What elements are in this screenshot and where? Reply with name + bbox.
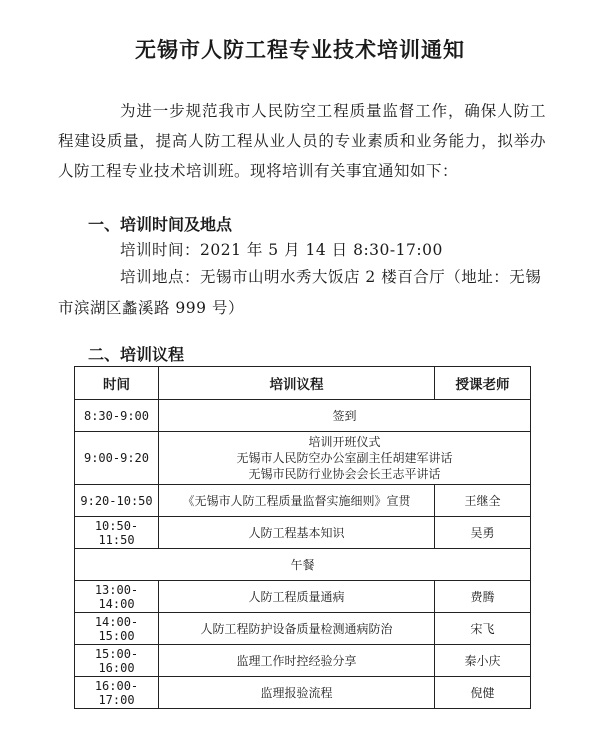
- topic-line: 培训开班仪式: [308, 435, 381, 449]
- topic-cell: [159, 485, 435, 517]
- topic-cell: [159, 432, 531, 485]
- time-cell: 9:20-10:50: [75, 485, 159, 517]
- section-heading-time-place: 一、培训时间及地点: [88, 215, 233, 234]
- topic-cell: [159, 613, 435, 645]
- time-cell: 10:50-11:50: [75, 517, 159, 549]
- training-time: 培训时间：2021 年 5 月 14 日 8:30-17:00: [120, 241, 443, 259]
- time-cell: 14:00-15:00: [75, 613, 159, 645]
- header-time: 时间: [75, 367, 159, 400]
- topic-line: 《无锡市人防工程质量监督实施细则》宣贯: [182, 494, 411, 508]
- teacher-cell: 倪健: [435, 677, 531, 709]
- table-row: [75, 549, 531, 581]
- topic-cell: [159, 581, 435, 613]
- time-cell: 16:00-17:00: [75, 677, 159, 709]
- topic-line: 无锡市民防行业协会会长王志平讲话: [248, 467, 441, 481]
- topic-cell: [159, 400, 531, 432]
- section-heading-agenda: 二、培训议程: [88, 345, 185, 364]
- topic-line: 午餐: [290, 558, 315, 572]
- header-teacher: 授课老师: [435, 367, 531, 400]
- table-row: [75, 432, 531, 485]
- time-cell: 15:00-16:00: [75, 645, 159, 677]
- time-cell: 13:00-14:00: [75, 581, 159, 613]
- table-row: [75, 400, 531, 432]
- teacher-cell: 吴勇: [435, 517, 531, 549]
- teacher-cell: 秦小庆: [435, 645, 531, 677]
- topic-line: 监理报验流程: [260, 686, 333, 700]
- agenda-header-row: [75, 367, 531, 400]
- topic-line: 签到: [332, 409, 357, 423]
- topic-line: 监理工作时控经验分享: [236, 654, 357, 668]
- intro-paragraph: 为进一步规范我市人民防空工程质量监督工作，确保人防工程建设质量，提高人防工程从业人员的专业素质和业务能力，拟举办人防工程专业技术培训班。现将培训有关事宜通知如下：: [58, 102, 546, 180]
- topic-line: 人防工程质量通病: [248, 590, 345, 604]
- topic-cell: [159, 645, 435, 677]
- topic-cell: [159, 517, 435, 549]
- topic-line: 人防工程防护设备质量检测通病防治: [200, 622, 393, 636]
- table-row: [75, 517, 531, 549]
- topic-cell: [75, 549, 531, 581]
- table-row: [75, 677, 531, 709]
- teacher-cell: 宋飞: [435, 613, 531, 645]
- teacher-cell: 费腾: [435, 581, 531, 613]
- table-row: [75, 581, 531, 613]
- document-title: 无锡市人防工程专业技术培训通知: [135, 38, 465, 62]
- training-place: 培训地点：无锡市山明水秀大饭店 2 楼百合厅（地址：无锡市滨湖区蠡溪路 999 号）: [58, 268, 542, 317]
- table-row: [75, 485, 531, 517]
- topic-line: 人防工程基本知识: [248, 526, 345, 540]
- teacher-cell: 王继全: [435, 485, 531, 517]
- agenda-table: [74, 366, 531, 709]
- topic-cell: [159, 677, 435, 709]
- time-cell: 9:00-9:20: [75, 432, 159, 485]
- time-cell: 8:30-9:00: [75, 400, 159, 432]
- table-row: [75, 613, 531, 645]
- header-topic: 培训议程: [159, 367, 435, 400]
- table-row: [75, 645, 531, 677]
- topic-line: 无锡市人民防空办公室副主任胡建军讲话: [236, 451, 453, 465]
